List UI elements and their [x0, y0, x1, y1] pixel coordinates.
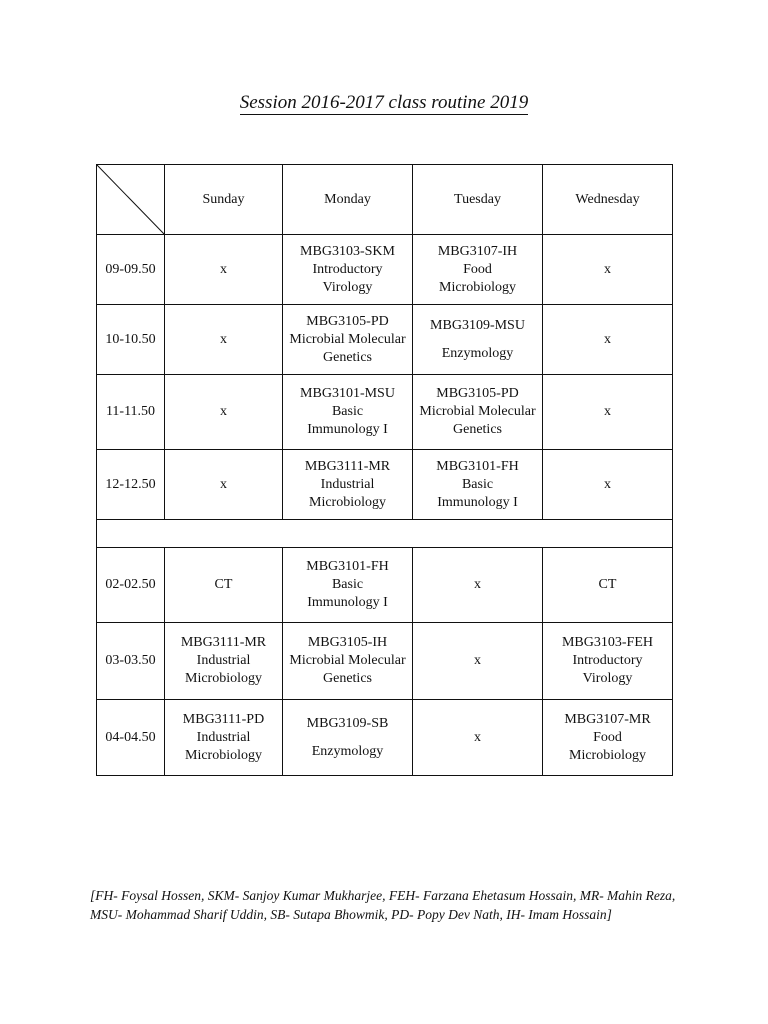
class-cell-wednesday: [543, 623, 673, 700]
table-row: [97, 548, 673, 623]
cell-text-line: Microbial Molecular: [289, 653, 406, 668]
table-row: [97, 623, 673, 700]
cell-text-line: Industrial: [320, 476, 375, 492]
class-cell-wednesday: [543, 548, 673, 623]
cell-text-line: x: [220, 404, 227, 419]
class-cell-tuesday: [413, 623, 543, 700]
cell-text-line: MBG3107-MR: [564, 711, 651, 727]
class-cell-monday: [283, 700, 413, 776]
cell-text-line: x: [604, 331, 611, 347]
day-header-sunday: Sunday: [165, 165, 283, 235]
cell-text-line: MBG3109-SB: [306, 715, 389, 731]
class-routine-table: [96, 164, 673, 776]
class-cell-wednesday: [543, 305, 673, 375]
class-cell-sunday: [165, 235, 283, 305]
cell-text-line: x: [474, 577, 481, 592]
cell-text-line: Introductory: [312, 261, 383, 277]
cell-text-line: CT: [598, 577, 617, 592]
cell-text-line: MBG3101-FH: [436, 458, 519, 474]
class-cell-sunday: [165, 375, 283, 450]
cell-text-line: x: [604, 261, 611, 277]
time-slot-cell: 04-04.50: [97, 700, 165, 776]
class-cell-tuesday: [413, 375, 543, 450]
class-cell-sunday: [165, 700, 283, 776]
cell-text-line: Microbial Molecular: [419, 404, 536, 419]
table-row: [97, 375, 673, 450]
cell-text-line: Microbiology: [309, 494, 386, 510]
cell-text-line: MBG3105-IH: [307, 635, 388, 650]
day-header-monday: Monday: [283, 165, 413, 235]
table-row: [97, 450, 673, 520]
cell-text-line: MBG3101-FH: [306, 559, 389, 574]
cell-text-line: Food: [463, 261, 492, 277]
cell-text-line: Genetics: [453, 422, 502, 437]
cell-text-line: MBG3111-PD: [182, 711, 265, 727]
time-slot-cell: 11-11.50: [97, 375, 165, 450]
cell-spacer: [415, 335, 540, 345]
class-cell-tuesday: [413, 235, 543, 305]
cell-text-line: Food: [593, 729, 622, 745]
cell-text-line: Enzymology: [311, 743, 384, 759]
class-cell-sunday: [165, 450, 283, 520]
cell-text-line: MBG3103-FEH: [561, 635, 653, 650]
class-cell-monday: [283, 305, 413, 375]
class-cell-monday: [283, 548, 413, 623]
cell-text-line: x: [220, 331, 227, 347]
table-row: [97, 305, 673, 375]
cell-text-line: x: [220, 476, 227, 492]
time-slot-cell: 03-03.50: [97, 623, 165, 700]
cell-text-line: CT: [214, 577, 233, 592]
class-cell-tuesday: [413, 548, 543, 623]
cell-text-line: Virology: [582, 671, 633, 686]
cell-text-line: Microbiology: [439, 279, 516, 295]
class-cell-wednesday: [543, 450, 673, 520]
cell-text-line: Genetics: [323, 349, 372, 365]
cell-text-line: MBG3107-IH: [437, 243, 518, 259]
cell-text-line: Industrial: [196, 653, 251, 668]
cell-text-line: Introductory: [572, 653, 643, 668]
day-header-tuesday: Tuesday: [413, 165, 543, 235]
cell-text-line: MBG3109-MSU: [430, 317, 525, 333]
cell-spacer: [285, 733, 410, 743]
lunch-break-row: [97, 520, 673, 548]
cell-text-line: Genetics: [323, 671, 372, 686]
cell-text-line: MBG3111-MR: [180, 635, 267, 650]
time-slot-cell: 09-09.50: [97, 235, 165, 305]
time-slot-cell: 10-10.50: [97, 305, 165, 375]
class-cell-sunday: [165, 305, 283, 375]
cell-text-line: x: [474, 653, 481, 668]
table-row: [97, 700, 673, 776]
cell-text-line: Immunology I: [307, 595, 388, 610]
corner-cell: [97, 165, 165, 235]
cell-text-line: MBG3101-MSU: [300, 386, 395, 401]
class-cell-tuesday: [413, 450, 543, 520]
cell-text-line: Microbial Molecular: [289, 331, 406, 347]
cell-text-line: Basic: [331, 577, 364, 592]
routine-table-body: [97, 165, 673, 776]
class-cell-wednesday: [543, 700, 673, 776]
class-cell-monday: [283, 235, 413, 305]
cell-text-line: Industrial: [196, 729, 251, 745]
cell-text-line: Basic: [331, 404, 364, 419]
class-cell-wednesday: [543, 375, 673, 450]
cell-text-line: MBG3105-PD: [306, 313, 389, 329]
cell-text-line: Virology: [322, 279, 373, 295]
time-slot-cell: 12-12.50: [97, 450, 165, 520]
cell-text-line: MBG3103-SKM: [300, 243, 395, 259]
class-cell-tuesday: [413, 305, 543, 375]
cell-text-line: MBG3105-PD: [436, 386, 519, 401]
cell-text-line: Microbiology: [185, 671, 262, 686]
cell-text-line: Microbiology: [569, 747, 646, 763]
cell-text-line: Immunology I: [437, 494, 518, 510]
cell-text-line: Microbiology: [185, 747, 262, 763]
cell-text-line: x: [604, 404, 611, 419]
cell-text-line: Enzymology: [441, 345, 514, 361]
class-cell-tuesday: [413, 700, 543, 776]
class-cell-monday: [283, 450, 413, 520]
class-cell-sunday: [165, 548, 283, 623]
class-cell-wednesday: [543, 235, 673, 305]
teacher-abbreviations-footnote: [FH- Foysal Hossen, SKM- Sanjoy Kumar Mukharjee, FEH- Farzana Ehetasum Hossain, MR- Mahin Reza, MSU- Mohammad Sharif Uddin, SB- Sutapa Bhowmik, PD- Popy Dev Nath, IH- Imam Hossain]: [90, 888, 676, 922]
class-cell-monday: [283, 623, 413, 700]
cell-text-line: Basic: [461, 476, 494, 492]
day-header-wednesday: Wednesday: [543, 165, 673, 235]
page-title-text: Session 2016-2017 class routine 2019: [239, 92, 529, 113]
break-cell: [97, 520, 673, 548]
table-row: [97, 235, 673, 305]
class-cell-monday: [283, 375, 413, 450]
cell-text-line: x: [604, 476, 611, 492]
class-cell-sunday: [165, 623, 283, 700]
time-slot-cell: 02-02.50: [97, 548, 165, 623]
header-row: [97, 165, 673, 235]
corner-diagonal-line: [97, 165, 165, 235]
cell-text-line: Immunology I: [307, 422, 388, 437]
cell-text-line: x: [474, 729, 481, 745]
cell-text-line: MBG3111-MR: [304, 458, 391, 474]
cell-text-line: x: [220, 261, 227, 277]
page-title: [0, 92, 768, 114]
